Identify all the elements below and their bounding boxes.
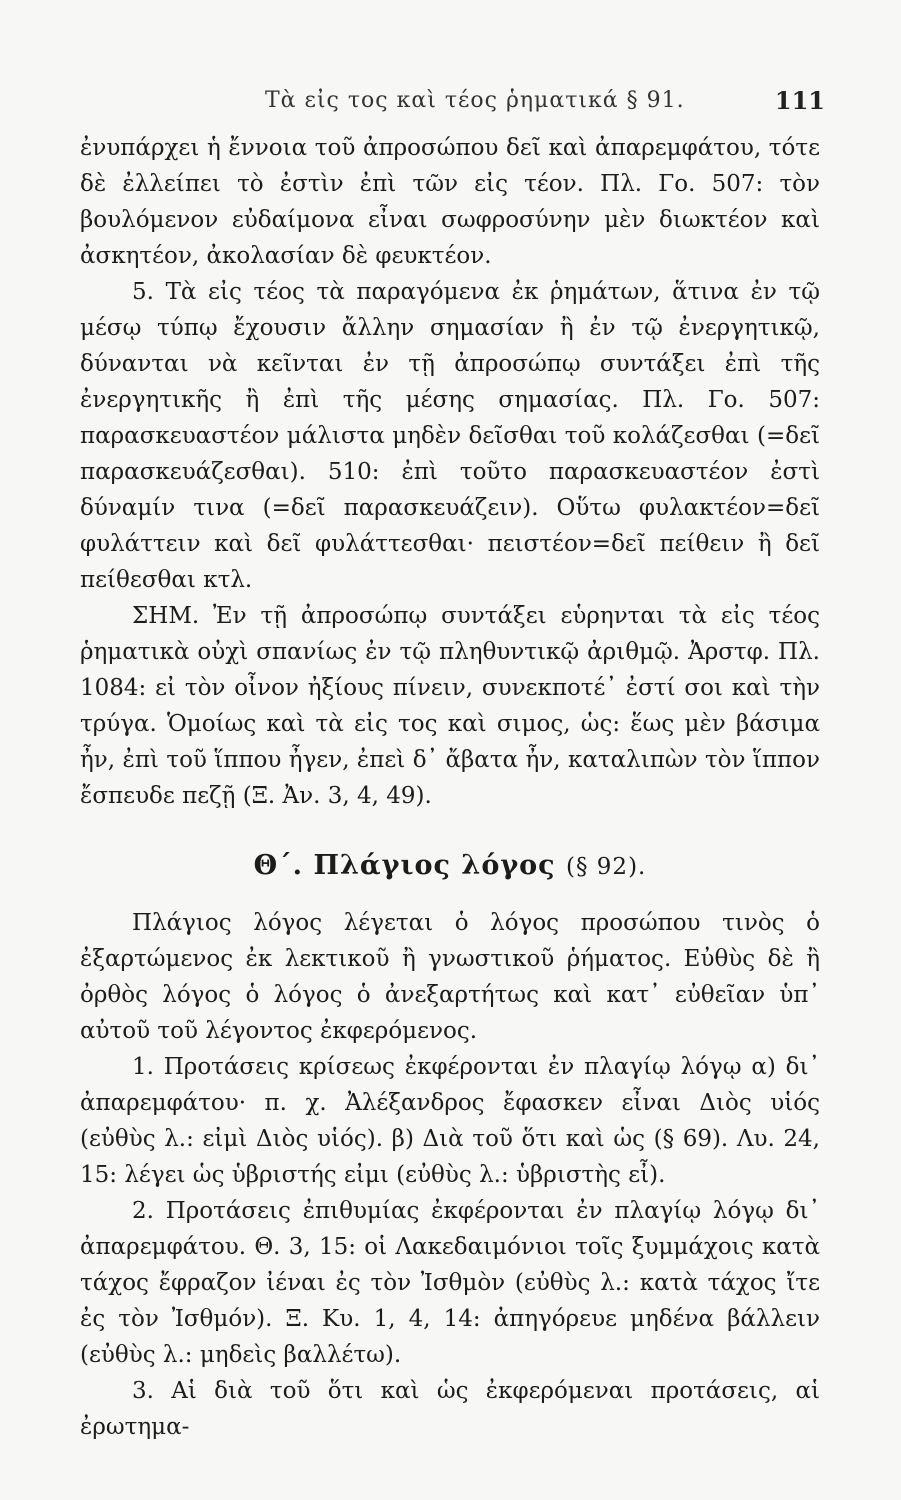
body-text (80, 130, 820, 1445)
paragraph-continuation: ἐνυπάρχει ἡ ἔννοια τοῦ ἀπροσώπου δεῖ καὶ ἀπαρεμφάτου, τότε δὲ ἐλλείπει τὸ ἐστὶν ἐπὶ τῶν εἰς τέον. Πλ. Γο. 507: τὸν βουλόμενον εὐδαίμονα εἶναι σωφροσύνην μὲν διωκτέον καὶ ἀσκητέον, ἀκολασίαν δὲ φευκτέον. (80, 135, 820, 269)
running-title: Τὰ εἰς τος καὶ τέος ῥηματικά § 91. (265, 88, 685, 113)
page-number: 111 (774, 86, 825, 115)
paragraph-rule-5: 5. Τὰ εἰς τέος τὰ παραγόμενα ἐκ ῥημάτων, ἅτινα ἐν τῷ μέσῳ τύπῳ ἔχουσιν ἄλλην σημασίαν ἢ ἐν τῷ ἐνεργητικῷ, δύνανται νὰ κεῖνται ἐν τῇ ἀπροσώπῳ συντάξει ἐπὶ τῆς ἐνεργητικῆς ἢ ἐπὶ τῆς μέσης σημασίας. Πλ. Γο. 507: παρασκευαστέον μάλιστα μηδὲν δεῖσθαι τοῦ κολάζεσθαι (=δεῖ παρασκευάζεσθαι). 510: ἐπὶ τοῦτο παρασκευαστέον ἐστὶ δύναμίν τινα (=δεῖ παρασκευάζειν). Οὕτω φυλακτέον=δεῖ φυλάττειν καὶ δεῖ φυλάττεσθαι· πειστέον=δεῖ πείθειν ἢ δεῖ πείθεσθαι κτλ. (80, 279, 820, 593)
paragraph-definition: Πλάγιος λόγος λέγεται ὁ λόγος προσώπου τινὸς ὁ ἐξαρτώμενος ἐκ λεκτικοῦ ἢ γνωστικοῦ ῥήματος. Εὐθὺς δὲ ἢ ὀρθὸς λόγος ὁ λόγος ὁ ἀνεξαρτήτως καὶ κατ᾽ εὐθεῖαν ὑπ᾽ αὐτοῦ τοῦ λέγοντος ἐκφερόμενος. (80, 910, 820, 1044)
section-heading (80, 848, 820, 885)
paragraph-rule-3: 3. Αἱ διὰ τοῦ ὅτι καὶ ὡς ἐκφερόμεναι προτάσεις, αἱ ἐρωτημα- (80, 1378, 820, 1440)
paragraph-rule-2: 2. Προτάσεις ἐπιθυμίας ἐκφέρονται ἐν πλαγίῳ λόγῳ δι᾽ ἀπαρεμφάτου. Θ. 3, 15: οἱ Λακεδαιμόνιοι τοῖς ξυμμάχοις κατὰ τάχος ἔφραζον ἰέναι ἐς τὸν Ἰσθμὸν (εὐθὺς λ.: κατὰ τάχος ἴτε ἐς τὸν Ἰσθμόν). Ξ. Κυ. 1, 4, 14: ἀπηγόρευε μηδένα βάλλειν (εὐθὺς λ.: μηδεὶς βαλλέτω). (80, 1198, 820, 1368)
section-heading-title: Θ΄. Πλάγιος λόγος (253, 850, 556, 881)
paragraph-rule-1: 1. Προτάσεις κρίσεως ἐκφέρονται ἐν πλαγίῳ λόγῳ α) δι᾽ ἀπαρεμφάτου· π. χ. Ἀλέξανδρος ἔφασκεν εἶναι Διὸς υἱός (εὐθὺς λ.: εἰμὶ Διὸς υἱός). β) Διὰ τοῦ ὅτι καὶ ὡς (§ 69). Λυ. 24, 15: λέγει ὡς ὑβριστής εἰμι (εὐθὺς λ.: ὑβριστὴς εἶ). (80, 1054, 820, 1188)
page-header (80, 80, 825, 120)
paragraph-note: ΣΗΜ. Ἐν τῇ ἀπροσώπῳ συντάξει εὑρηνται τὰ εἰς τέος ῥηματικὰ οὐχὶ σπανίως ἐν τῷ πληθυντικῷ ἀριθμῷ. Ἀρστφ. Πλ. 1084: εἰ τὸν οἶνον ἠξίους πίνειν, συνεκποτέ᾽ ἐστί σοι καὶ τὴν τρύγα. Ὁμοίως καὶ τὰ εἰς τος καὶ σιμος, ὡς: ἕως μὲν βάσιμα ἦν, ἐπὶ τοῦ ἵππου ἦγεν, ἐπεὶ δ᾽ ἄβατα ἦν, καταλιπὼν τὸν ἵππον ἔσπευδε πεζῇ (Ξ. Ἀν. 3, 4, 49). (80, 603, 820, 809)
section-heading-ref: (§ 92). (566, 854, 647, 880)
